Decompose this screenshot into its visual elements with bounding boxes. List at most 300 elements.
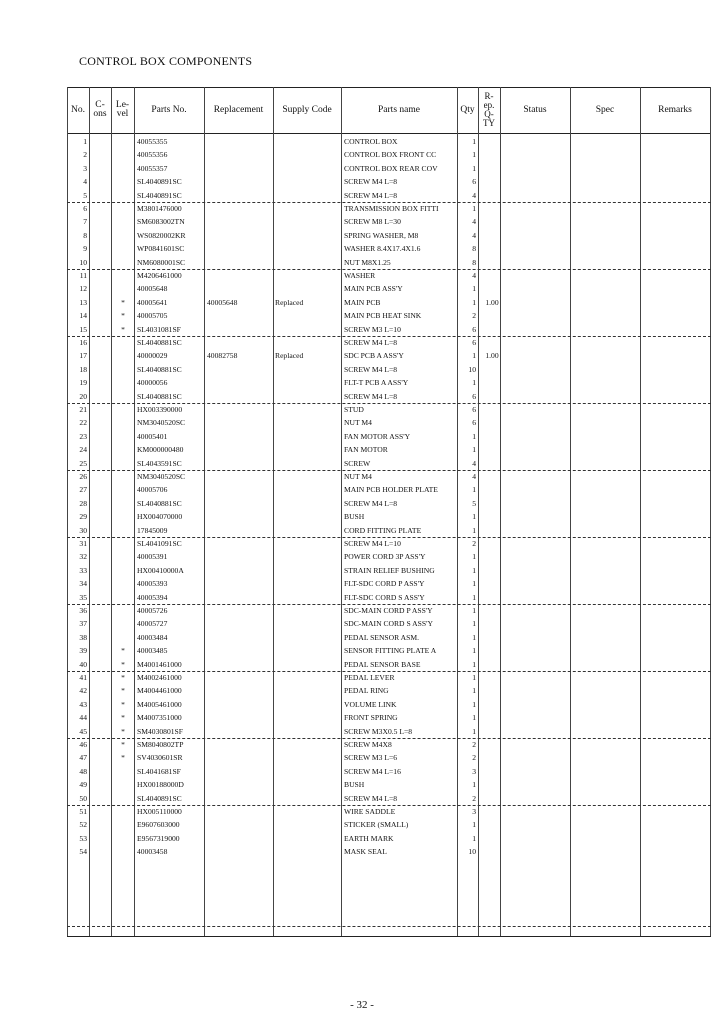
table-row xyxy=(67,617,711,630)
row-no: 16 xyxy=(79,338,87,347)
table-row xyxy=(67,483,711,496)
row-parts-no: SL4040891SC xyxy=(137,177,182,187)
header-supply-code: Supply Code xyxy=(282,104,332,115)
row-parts-no: SL4041091SC xyxy=(137,539,182,548)
table-row xyxy=(67,564,711,577)
row-no: 24 xyxy=(79,445,87,455)
row-parts-no: SL4041681SF xyxy=(137,766,181,776)
row-parts-no: M4001461000 xyxy=(137,659,182,669)
row-qty: 1 xyxy=(472,646,476,656)
page-number: - 32 - xyxy=(350,999,374,1011)
row-qty: 2 xyxy=(472,753,476,763)
row-parts-no: NM3040520SC xyxy=(137,472,186,481)
row-parts-name: POWER CORD 3P ASS'Y xyxy=(344,552,426,562)
table-row xyxy=(67,269,711,282)
row-qty: 6 xyxy=(472,177,476,187)
row-parts-name: BUSH xyxy=(344,780,365,790)
table-row xyxy=(67,805,711,818)
row-parts-no: 40055357 xyxy=(137,163,168,173)
table-row xyxy=(67,376,711,389)
row-parts-no: 40005641 xyxy=(137,297,168,307)
row-parts-no: SL4040881SC xyxy=(137,364,182,374)
row-qty: 5 xyxy=(472,498,476,508)
row-no: 50 xyxy=(79,793,87,803)
page-title: CONTROL BOX COMPONENTS xyxy=(79,54,253,68)
row-parts-no: SL4040891SC xyxy=(137,793,182,803)
row-parts-no: SL4040891SC xyxy=(137,190,182,200)
row-no: 27 xyxy=(79,485,87,495)
table-row xyxy=(67,242,711,255)
row-parts-name: FAN MOTOR ASS'Y xyxy=(344,431,411,441)
row-no: 44 xyxy=(79,713,87,723)
row-parts-name: BUSH xyxy=(344,512,365,522)
row-parts-name: FLT-T PCB A ASS'Y xyxy=(344,378,409,388)
table-row xyxy=(67,510,711,523)
row-qty: 6 xyxy=(472,324,476,334)
row-level-marker: * xyxy=(121,659,125,669)
table-row xyxy=(67,550,711,563)
row-parts-name: FAN MOTOR xyxy=(344,445,388,455)
table-row xyxy=(67,778,711,791)
row-level-marker: * xyxy=(121,673,125,682)
header-level: Le- vel xyxy=(115,100,130,119)
table-row xyxy=(67,189,711,202)
row-qty: 1 xyxy=(472,686,476,696)
header-qty: Qty xyxy=(460,104,475,115)
table-row xyxy=(67,524,711,537)
row-parts-no: 40005706 xyxy=(137,485,168,495)
row-parts-name: SCREW M4 L=8 xyxy=(344,391,398,401)
row-no: 52 xyxy=(79,820,87,830)
table-row xyxy=(67,336,711,349)
row-level-marker: * xyxy=(121,297,125,307)
row-no: 33 xyxy=(79,565,87,575)
row-qty: 1 xyxy=(472,673,476,682)
row-parts-name: SCREW M4 L=16 xyxy=(344,766,401,776)
row-parts-no: 40005705 xyxy=(137,311,168,321)
row-parts-no: 40005648 xyxy=(137,284,168,294)
table-row xyxy=(67,309,711,322)
row-parts-name: TRANSMISSION BOX FITTI xyxy=(344,204,439,213)
row-rep-qty: 1.00 xyxy=(485,351,499,361)
row-no: 30 xyxy=(79,525,87,535)
row-no: 36 xyxy=(79,606,87,615)
row-parts-no: 40000056 xyxy=(137,378,168,388)
header-cons: C- ons xyxy=(93,100,107,119)
table-row xyxy=(67,738,711,751)
row-parts-no: 40005726 xyxy=(137,606,168,615)
row-qty: 2 xyxy=(472,539,476,548)
row-no: 25 xyxy=(79,458,87,468)
row-no: 54 xyxy=(79,847,87,857)
row-level-marker: * xyxy=(121,740,125,749)
row-parts-name: SDC-MAIN CORD S ASS'Y xyxy=(344,619,433,629)
table-bottom-border xyxy=(67,936,711,937)
row-parts-name: CONTROL BOX FRONT CC xyxy=(344,150,437,160)
row-qty: 4 xyxy=(472,230,476,240)
table-row xyxy=(67,818,711,831)
row-no: 15 xyxy=(79,324,87,334)
row-parts-no: 17845009 xyxy=(137,525,168,535)
row-parts-name: CONTROL BOX REAR COV xyxy=(344,163,438,173)
table-row xyxy=(67,604,711,617)
table-row xyxy=(67,135,711,148)
table-row xyxy=(67,175,711,188)
row-no: 40 xyxy=(79,659,87,669)
row-qty: 1 xyxy=(472,297,476,307)
row-qty: 4 xyxy=(472,472,476,481)
row-no: 17 xyxy=(79,351,87,361)
row-no: 9 xyxy=(83,244,87,254)
row-parts-name: SPRING WASHER, M8 xyxy=(344,230,419,240)
table-row xyxy=(67,470,711,483)
row-parts-name: FLT-SDC CORD P ASS'Y xyxy=(344,579,425,589)
row-qty: 1 xyxy=(472,619,476,629)
row-no: 48 xyxy=(79,766,87,776)
row-parts-no: E9607603000 xyxy=(137,820,180,830)
row-parts-no: M3801476000 xyxy=(137,204,182,213)
row-qty: 8 xyxy=(472,244,476,254)
row-qty: 1 xyxy=(472,632,476,642)
row-parts-name: SCREW M4X8 xyxy=(344,740,392,749)
row-qty: 1 xyxy=(472,565,476,575)
row-parts-name: SENSOR FITTING PLATE A xyxy=(344,646,437,656)
row-no: 22 xyxy=(79,418,87,428)
row-no: 5 xyxy=(83,190,87,200)
row-parts-no: HX004070000 xyxy=(137,512,183,522)
row-parts-no: 40005393 xyxy=(137,579,168,589)
row-no: 42 xyxy=(79,686,87,696)
row-qty: 1 xyxy=(472,378,476,388)
table-row xyxy=(67,684,711,697)
header-status: Status xyxy=(523,104,547,115)
row-parts-no: HX003390000 xyxy=(137,405,183,414)
row-qty: 3 xyxy=(472,766,476,776)
row-parts-name: CORD FITTING PLATE xyxy=(344,525,422,535)
row-qty: 6 xyxy=(472,338,476,347)
row-supply-code: Replaced xyxy=(275,297,304,307)
row-parts-no: SM8040802TP xyxy=(137,740,184,749)
row-parts-no: SL4031081SF xyxy=(137,324,181,334)
table-row xyxy=(67,202,711,215)
row-parts-name: EARTH MARK xyxy=(344,833,394,843)
row-parts-no: 40005391 xyxy=(137,552,168,562)
row-parts-no: 40055355 xyxy=(137,137,168,146)
row-no: 46 xyxy=(79,740,87,749)
row-no: 34 xyxy=(79,579,87,589)
table-row xyxy=(67,215,711,228)
table-row xyxy=(67,751,711,764)
row-no: 8 xyxy=(83,230,87,240)
row-parts-no: 40003485 xyxy=(137,646,168,656)
table-row xyxy=(67,845,711,858)
row-qty: 1 xyxy=(472,485,476,495)
row-parts-name: SCREW M4 L=8 xyxy=(344,793,398,803)
row-qty: 3 xyxy=(472,807,476,816)
table-row xyxy=(67,162,711,175)
row-parts-no: SL4043591SC xyxy=(137,458,182,468)
row-parts-name: SCREW M8 L=30 xyxy=(344,217,401,227)
row-parts-no: 40003484 xyxy=(137,632,168,642)
row-no: 4 xyxy=(83,177,87,187)
header-rep-qty: R- ep. Q- TY xyxy=(483,91,495,128)
row-qty: 1 xyxy=(472,204,476,213)
row-parts-no: HX00188000D xyxy=(137,780,184,790)
row-parts-no: NM6080001SC xyxy=(137,257,186,267)
row-no: 20 xyxy=(79,391,87,401)
row-replacement: 40005648 xyxy=(207,297,238,307)
row-parts-no: 40003458 xyxy=(137,847,168,857)
row-qty: 1 xyxy=(472,137,476,146)
row-no: 45 xyxy=(79,726,87,736)
row-qty: 1 xyxy=(472,713,476,723)
row-parts-name: STICKER (SMALL) xyxy=(344,820,409,830)
row-parts-no: M4002461000 xyxy=(137,673,182,682)
row-qty: 1 xyxy=(472,726,476,736)
table-row xyxy=(67,282,711,295)
row-qty: 6 xyxy=(472,405,476,414)
row-no: 11 xyxy=(79,271,87,280)
row-qty: 1 xyxy=(472,512,476,522)
row-parts-name: FRONT SPRING xyxy=(344,713,398,723)
row-parts-name: MAIN PCB xyxy=(344,297,381,307)
row-parts-no: M4004461000 xyxy=(137,686,182,696)
row-qty: 1 xyxy=(472,150,476,160)
row-parts-name: SCREW M3 L=10 xyxy=(344,324,401,334)
row-parts-name: WASHER 8.4X17.4X1.6 xyxy=(344,244,421,254)
row-no: 37 xyxy=(79,619,87,629)
table-row xyxy=(67,349,711,362)
table-row xyxy=(67,698,711,711)
row-parts-name: NUT M4 xyxy=(344,418,372,428)
group-separator xyxy=(67,926,711,927)
table-row xyxy=(67,148,711,161)
row-qty: 4 xyxy=(472,458,476,468)
row-qty: 1 xyxy=(472,163,476,173)
row-parts-name: SCREW M3X0.5 L=8 xyxy=(344,726,413,736)
row-no: 47 xyxy=(79,753,87,763)
header-no: No. xyxy=(71,104,85,115)
parts-table xyxy=(67,87,711,937)
row-no: 2 xyxy=(83,150,87,160)
row-qty: 1 xyxy=(472,780,476,790)
row-parts-no: SL4040881SC xyxy=(137,498,182,508)
row-parts-name: NUT M4 xyxy=(344,472,372,481)
row-no: 38 xyxy=(79,632,87,642)
row-parts-name: SCREW M4 L=8 xyxy=(344,498,398,508)
row-parts-no: KM000000480 xyxy=(137,445,184,455)
header-spec: Spec xyxy=(595,104,615,115)
row-parts-name: SDC-MAIN CORD P ASS'Y xyxy=(344,606,433,615)
table-row xyxy=(67,644,711,657)
header-parts-no: Parts No. xyxy=(151,104,187,115)
row-qty: 1 xyxy=(472,445,476,455)
table-row xyxy=(67,711,711,724)
row-parts-no: WS0820002KR xyxy=(137,230,186,240)
table-row xyxy=(67,497,711,510)
row-no: 19 xyxy=(79,378,87,388)
row-qty: 6 xyxy=(472,418,476,428)
row-parts-name: SCREW M4 L=10 xyxy=(344,539,401,548)
row-no: 23 xyxy=(79,431,87,441)
row-parts-name: SCREW M4 L=8 xyxy=(344,190,398,200)
row-qty: 8 xyxy=(472,257,476,267)
row-parts-name: NUT M8X1.25 xyxy=(344,257,391,267)
row-qty: 1 xyxy=(472,552,476,562)
row-no: 13 xyxy=(79,297,87,307)
row-parts-no: SL4040881SC xyxy=(137,338,182,347)
row-no: 32 xyxy=(79,552,87,562)
table-row xyxy=(67,457,711,470)
table-row xyxy=(67,296,711,309)
table-row xyxy=(67,443,711,456)
row-parts-no: NM3040520SC xyxy=(137,418,186,428)
row-qty: 1 xyxy=(472,525,476,535)
row-parts-no: E9567319000 xyxy=(137,833,180,843)
row-parts-no: M4005461000 xyxy=(137,699,182,709)
row-parts-name: MAIN PCB HEAT SINK xyxy=(344,311,422,321)
row-level-marker: * xyxy=(121,753,125,763)
row-parts-name: SCREW M3 L=6 xyxy=(344,753,398,763)
table-row xyxy=(67,577,711,590)
row-no: 31 xyxy=(79,539,87,548)
row-level-marker: * xyxy=(121,713,125,723)
row-no: 7 xyxy=(83,217,87,227)
row-level-marker: * xyxy=(121,311,125,321)
row-qty: 1 xyxy=(472,833,476,843)
row-parts-name: MAIN PCB ASS'Y xyxy=(344,284,403,294)
row-no: 3 xyxy=(83,163,87,173)
row-parts-no: SV4030601SR xyxy=(137,753,183,763)
row-parts-no: 40055356 xyxy=(137,150,168,160)
row-parts-name: SDC PCB A ASS'Y xyxy=(344,351,404,361)
row-no: 12 xyxy=(79,284,87,294)
row-parts-name: WASHER xyxy=(344,271,376,280)
row-rep-qty: 1.00 xyxy=(485,297,499,307)
row-qty: 1 xyxy=(472,699,476,709)
row-level-marker: * xyxy=(121,699,125,709)
row-qty: 1 xyxy=(472,284,476,294)
header-bottom-border xyxy=(67,133,711,134)
row-level-marker: * xyxy=(121,726,125,736)
row-level-marker: * xyxy=(121,324,125,334)
row-parts-name: PEDAL LEVER xyxy=(344,673,395,682)
table-row xyxy=(67,416,711,429)
row-no: 35 xyxy=(79,592,87,602)
row-qty: 2 xyxy=(472,740,476,749)
row-no: 6 xyxy=(83,204,87,213)
row-qty: 1 xyxy=(472,351,476,361)
header-replacement: Replacement xyxy=(213,104,264,115)
table-row xyxy=(67,537,711,550)
table-row xyxy=(67,256,711,269)
row-parts-name: SCREW xyxy=(344,458,371,468)
row-qty: 1 xyxy=(472,606,476,615)
row-qty: 1 xyxy=(472,579,476,589)
row-parts-name: MASK SEAL xyxy=(344,847,387,857)
row-parts-name: SCREW M4 L=8 xyxy=(344,338,398,347)
row-no: 26 xyxy=(79,472,87,481)
row-parts-no: HX005110000 xyxy=(137,807,182,816)
row-parts-no: HX00410000A xyxy=(137,565,184,575)
header-remarks: Remarks xyxy=(658,104,692,115)
row-parts-no: WP0841601SC xyxy=(137,244,185,254)
row-no: 43 xyxy=(79,699,87,709)
row-parts-name: SCREW M4 L=8 xyxy=(344,364,398,374)
table-row xyxy=(67,725,711,738)
row-qty: 2 xyxy=(472,311,476,321)
row-parts-no: 40005394 xyxy=(137,592,168,602)
row-no: 18 xyxy=(79,364,87,374)
row-qty: 10 xyxy=(468,364,476,374)
row-parts-name: FLT-SDC CORD S ASS'Y xyxy=(344,592,425,602)
row-parts-no: SM4030801SF xyxy=(137,726,184,736)
row-qty: 1 xyxy=(472,820,476,830)
row-no: 1 xyxy=(83,137,87,146)
row-qty: 2 xyxy=(472,793,476,803)
row-parts-no: 40005401 xyxy=(137,431,168,441)
row-level-marker: * xyxy=(121,646,125,656)
row-qty: 1 xyxy=(472,431,476,441)
row-parts-no: 40000029 xyxy=(137,351,168,361)
table-row xyxy=(67,658,711,671)
row-no: 14 xyxy=(79,311,87,321)
table-row xyxy=(67,591,711,604)
row-parts-no: M4007351000 xyxy=(137,713,182,723)
row-level-marker: * xyxy=(121,686,125,696)
row-no: 51 xyxy=(79,807,87,816)
row-no: 41 xyxy=(79,673,87,682)
row-parts-no: SL4040881SC xyxy=(137,391,182,401)
row-qty: 6 xyxy=(472,391,476,401)
row-supply-code: Replaced xyxy=(275,351,304,361)
row-no: 39 xyxy=(79,646,87,656)
row-parts-no: SM6083002TN xyxy=(137,217,185,227)
row-parts-name: PEDAL SENSOR ASM. xyxy=(344,632,420,642)
row-parts-name: VOLUME LINK xyxy=(344,699,397,709)
row-qty: 4 xyxy=(472,217,476,227)
table-row xyxy=(67,430,711,443)
table-row xyxy=(67,631,711,644)
row-no: 49 xyxy=(79,780,87,790)
row-qty: 4 xyxy=(472,190,476,200)
row-parts-name: WIRE SADDLE xyxy=(344,807,396,816)
row-parts-name: PEDAL SENSOR BASE xyxy=(344,659,421,669)
row-parts-name: CONTROL BOX xyxy=(344,137,398,146)
table-row xyxy=(67,832,711,845)
row-no: 21 xyxy=(79,405,87,414)
row-no: 29 xyxy=(79,512,87,522)
row-parts-name: STRAIN RELIEF BUSHING xyxy=(344,565,435,575)
row-parts-no: M4206461000 xyxy=(137,271,182,280)
row-no: 53 xyxy=(79,833,87,843)
row-parts-name: STUD xyxy=(344,405,364,414)
table-row xyxy=(67,671,711,684)
table-row xyxy=(67,765,711,778)
table-row xyxy=(67,229,711,242)
row-parts-name: PEDAL RING xyxy=(344,686,389,696)
row-parts-name: MAIN PCB HOLDER PLATE xyxy=(344,485,438,495)
row-qty: 4 xyxy=(472,271,476,280)
header-parts-name: Parts name xyxy=(378,104,420,115)
table-row xyxy=(67,792,711,805)
row-no: 10 xyxy=(79,257,87,267)
row-no: 28 xyxy=(79,498,87,508)
row-parts-no: 40005727 xyxy=(137,619,168,629)
row-replacement: 40082758 xyxy=(207,351,238,361)
table-row xyxy=(67,323,711,336)
row-qty: 1 xyxy=(472,592,476,602)
